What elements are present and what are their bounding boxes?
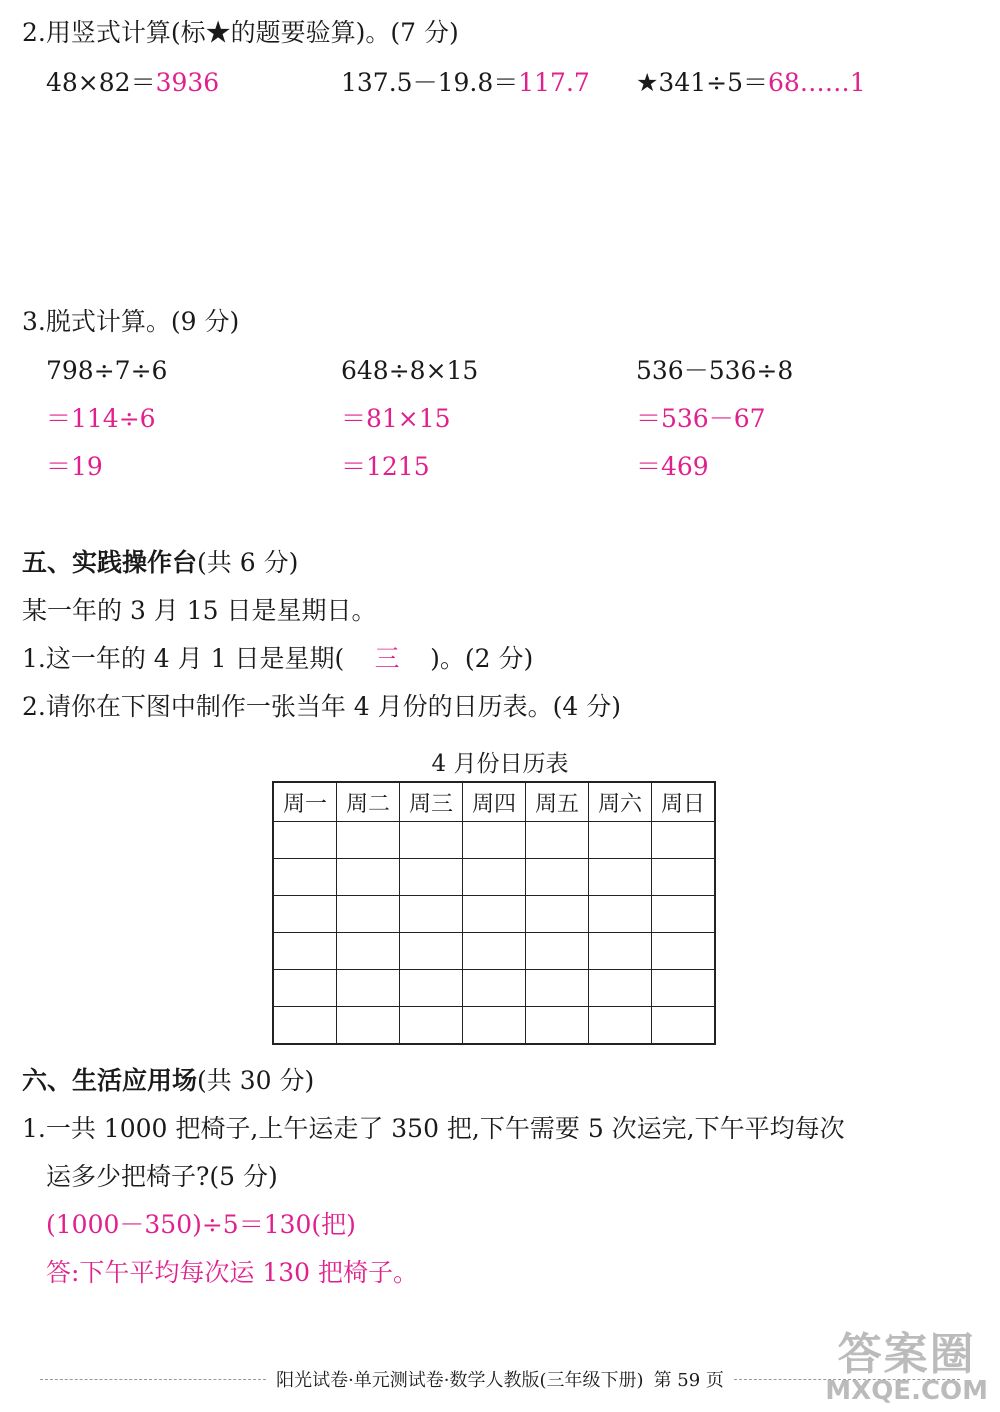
calendar-cell	[400, 933, 463, 970]
calendar-cell	[337, 1007, 400, 1045]
weekday-fri: 周五	[526, 782, 589, 822]
calendar-title: 4 月份日历表	[431, 751, 569, 777]
section6-q1-line1: 1.一共 1000 把椅子,上午运走了 350 把,下午需要 5 次运完,下午平均每次	[22, 1114, 845, 1143]
weekday-mon: 周一	[273, 782, 337, 822]
q2-expr-2: 137.5－19.8＝	[341, 68, 519, 97]
calendar-cell	[463, 933, 526, 970]
calendar-cell	[526, 933, 589, 970]
q3-expr-3: 536－536÷8	[636, 356, 794, 385]
calendar-cell	[526, 970, 589, 1007]
calendar-cell	[589, 859, 652, 896]
calendar-cell	[652, 822, 716, 859]
section5-header	[22, 548, 298, 578]
calendar-cell	[400, 896, 463, 933]
calendar-table	[272, 781, 716, 1045]
q2-title: 2.用竖式计算(标★的题要验算)。(7 分)	[22, 18, 459, 47]
calendar-cell	[652, 970, 716, 1007]
calendar-row	[273, 1007, 715, 1045]
calendar-row	[273, 933, 715, 970]
watermark-line2: MXQE.COM	[825, 1376, 988, 1406]
section5-q1-answer: 三	[374, 644, 400, 673]
section5-intro: 某一年的 3 月 15 日是星期日。	[22, 596, 377, 625]
q2-item-3	[636, 68, 866, 98]
watermark-line1: 答案圈	[837, 1329, 976, 1380]
section5-score: (共 6 分)	[197, 548, 299, 577]
q3-expr-2: 648÷8×15	[341, 356, 479, 385]
calendar-cell	[273, 896, 337, 933]
weekday-sun: 周日	[652, 782, 716, 822]
calendar-cell	[273, 859, 337, 896]
calendar-cell	[337, 970, 400, 1007]
q3-step1-1: ＝114÷6	[46, 404, 156, 433]
calendar-row	[273, 859, 715, 896]
section5-q1-post: )。(2 分)	[430, 644, 534, 673]
calendar-cell	[652, 933, 716, 970]
calendar-header-row	[273, 782, 715, 822]
calendar-cell	[463, 859, 526, 896]
calendar-cell	[463, 822, 526, 859]
q3-step1-3: ＝536－67	[636, 404, 766, 433]
calendar-cell	[652, 859, 716, 896]
q3-step2-3: ＝469	[636, 452, 709, 481]
weekday-tue: 周二	[337, 782, 400, 822]
calendar-cell	[337, 822, 400, 859]
section6-answer-expr: (1000－350)÷5＝130(把)	[46, 1210, 356, 1239]
calendar-cell	[589, 970, 652, 1007]
q2-ans-2: 117.7	[518, 68, 590, 97]
footer-divider-left	[40, 1379, 266, 1380]
q2-expr-1: 48×82＝	[46, 68, 156, 97]
calendar-row	[273, 822, 715, 859]
calendar-cell	[526, 822, 589, 859]
calendar-cell	[526, 896, 589, 933]
watermark	[825, 1318, 988, 1406]
q2-item-1	[46, 68, 219, 98]
section5-heading: 五、实践操作台	[22, 548, 198, 577]
q3-title: 3.脱式计算。(9 分)	[22, 307, 240, 336]
calendar-cell	[273, 933, 337, 970]
footer-text: 阳光试卷·单元测试卷·数学人教版(三年级下册)	[276, 1370, 644, 1391]
section6-header	[22, 1066, 314, 1096]
footer-page-number: 第 59 页	[653, 1370, 724, 1391]
calendar-cell	[463, 1007, 526, 1045]
weekday-sat: 周六	[589, 782, 652, 822]
calendar-cell	[652, 1007, 716, 1045]
calendar-cell	[652, 896, 716, 933]
section6-score: (共 30 分)	[197, 1066, 315, 1095]
q3-step2-1: ＝19	[46, 452, 103, 481]
q2-expr-3: ★341÷5＝	[636, 68, 768, 97]
calendar-cell	[273, 970, 337, 1007]
calendar-cell	[273, 822, 337, 859]
calendar-row	[273, 970, 715, 1007]
calendar-cell	[589, 1007, 652, 1045]
calendar-cell	[589, 933, 652, 970]
calendar-cell	[400, 1007, 463, 1045]
section5-q1-pre: 1.这一年的 4 月 1 日是星期(	[22, 644, 345, 673]
section5-q1	[22, 644, 533, 674]
section6-heading: 六、生活应用场	[22, 1066, 198, 1095]
q3-step2-2: ＝1215	[341, 452, 430, 481]
calendar-cell	[400, 970, 463, 1007]
calendar-cell	[337, 859, 400, 896]
q2-ans-3: 68……1	[767, 68, 866, 97]
calendar-cell	[273, 1007, 337, 1045]
calendar-row	[273, 896, 715, 933]
weekday-wed: 周三	[400, 782, 463, 822]
calendar-cell	[337, 933, 400, 970]
calendar-cell	[463, 970, 526, 1007]
calendar-cell	[400, 822, 463, 859]
calendar-cell	[526, 1007, 589, 1045]
calendar-cell	[589, 822, 652, 859]
calendar-cell	[589, 896, 652, 933]
q3-expr-1: 798÷7÷6	[46, 356, 168, 385]
calendar-cell	[400, 859, 463, 896]
section6-q1-line2: 运多少把椅子?(5 分)	[46, 1162, 278, 1191]
weekday-thu: 周四	[463, 782, 526, 822]
calendar-cell	[337, 896, 400, 933]
q2-ans-1: 3936	[155, 68, 220, 97]
q3-step1-2: ＝81×15	[341, 404, 451, 433]
section6-answer-text: 答:下午平均每次运 130 把椅子。	[46, 1258, 419, 1287]
calendar-cell	[526, 859, 589, 896]
page-footer	[40, 1366, 960, 1392]
calendar-cell	[463, 896, 526, 933]
q2-item-2	[341, 68, 590, 98]
section5-q2: 2.请你在下图中制作一张当年 4 月份的日历表。(4 分)	[22, 692, 622, 721]
